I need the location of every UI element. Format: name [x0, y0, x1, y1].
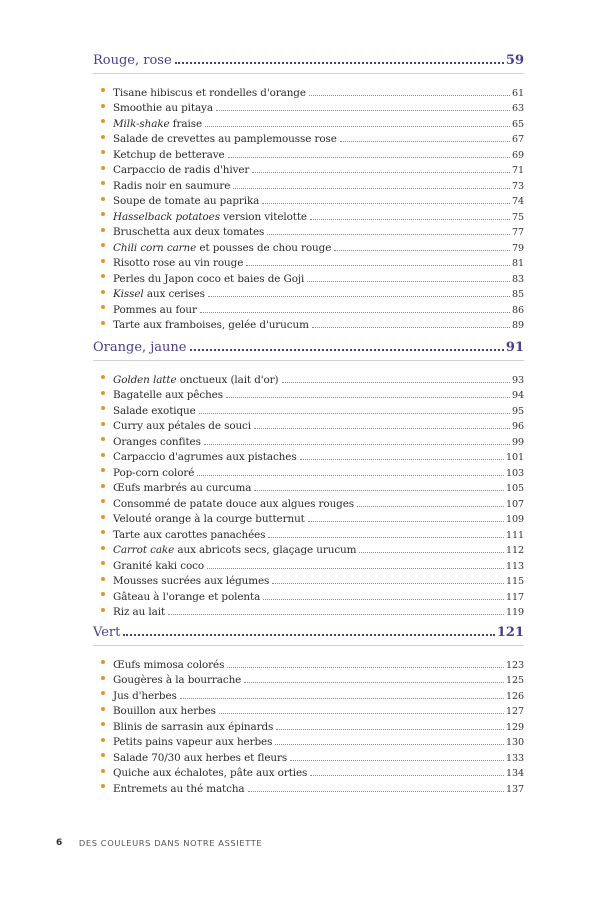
entry-title [113, 226, 264, 238]
entry-title-text: Tarte aux framboises, gelée d'urucum [113, 319, 309, 331]
dot-leader [175, 62, 504, 64]
entry-page-number: 99 [511, 436, 524, 448]
dot-leader [308, 521, 504, 522]
entry-title-text: Œufs marbrés au curcuma [113, 482, 252, 494]
bullet-icon [101, 499, 105, 503]
dot-leader [267, 234, 510, 235]
bullet-icon [101, 422, 105, 426]
toc-entry[interactable] [113, 556, 524, 572]
entry-title [113, 482, 251, 494]
entry-title-text: Soupe de tomate au paprika [113, 195, 260, 207]
entry-title [113, 721, 273, 733]
toc-entry[interactable] [113, 779, 524, 795]
dot-leader [205, 126, 510, 127]
entry-title [113, 118, 202, 130]
dot-leader [359, 552, 504, 553]
entry-title-text: Blinis de sarrasin aux épinards [113, 720, 274, 733]
bullet-icon [101, 243, 105, 247]
bullet-icon [101, 375, 105, 379]
section-page-number: 59 [505, 53, 524, 68]
bullet-icon [101, 468, 105, 472]
dot-leader [168, 614, 504, 615]
bullet-icon [101, 784, 105, 788]
entry-page-number: 63 [511, 103, 524, 114]
entry-page-number: 81 [511, 258, 524, 269]
bullet-icon [101, 166, 105, 170]
toc-entry[interactable] [113, 223, 524, 239]
entry-page-number: 111 [505, 529, 524, 541]
entry-title-text: Œufs mimosa colorés [113, 658, 225, 671]
bullet-icon [101, 722, 105, 726]
dot-leader [227, 667, 504, 668]
dot-leader [275, 744, 504, 745]
entry-title [113, 195, 259, 207]
dot-leader [340, 141, 510, 142]
entry-title-text: Entremets au thé matcha [113, 782, 245, 795]
section-heading[interactable] [93, 620, 524, 640]
toc-entry[interactable] [113, 238, 524, 254]
bullet-icon [101, 707, 105, 711]
entry-title-italic: Hasselback potatoes [113, 210, 220, 223]
section-title: Orange, jaune [93, 340, 187, 355]
toc-section-vert [93, 620, 524, 795]
dot-leader [252, 172, 510, 173]
entry-title [113, 374, 279, 386]
entry-title [113, 273, 304, 285]
toc-entry[interactable] [113, 417, 524, 433]
toc-entry[interactable] [113, 702, 524, 718]
toc-section-rouge-rose [93, 48, 524, 331]
entry-page-number: 71 [511, 165, 524, 176]
entry-title-text: Tisane hibiscus et rondelles d'orange [113, 86, 306, 99]
bullet-icon [101, 769, 105, 773]
toc-entry[interactable] [113, 207, 524, 223]
entry-title-text: Perles du Japon coco et baies de Goji [113, 272, 305, 285]
section-heading[interactable] [93, 335, 524, 355]
entry-title-italic: Milk-shake [113, 117, 170, 130]
dot-leader [228, 157, 510, 158]
entry-title [113, 149, 225, 161]
entry-title [113, 767, 307, 779]
bullet-icon [101, 676, 105, 680]
entry-page-number: 125 [505, 675, 524, 686]
bullet-icon [101, 391, 105, 395]
entry-title-text: Radis noir en saumure [113, 179, 231, 192]
entry-page-number: 101 [505, 452, 524, 463]
entry-title-text: Bouillon aux herbes [113, 705, 216, 717]
bullet-icon [101, 274, 105, 278]
toc-entry[interactable] [113, 510, 524, 526]
dot-leader [262, 203, 510, 204]
entry-title-text: Mousses sucrées aux légumes [113, 575, 270, 587]
entry-title-text: Curry aux pétales de souci [113, 420, 252, 432]
entry-page-number: 73 [511, 180, 524, 192]
entry-title-text: Smoothie au pitaya [113, 102, 213, 114]
bullet-icon [101, 212, 105, 216]
bullet-icon [101, 530, 105, 534]
bullet-icon [101, 305, 105, 309]
entry-title [113, 180, 230, 192]
toc-entry[interactable] [113, 655, 524, 671]
dot-leader [199, 413, 510, 414]
entry-page-number: 65 [511, 118, 524, 130]
dot-leader [307, 281, 510, 282]
entry-list [93, 83, 524, 331]
entry-title [113, 783, 245, 795]
entry-title-text: Jus d'herbes [113, 689, 177, 702]
entry-title-text: Pop-corn coloré [113, 466, 195, 479]
entry-title-text: Bagatelle aux pêches [113, 389, 223, 401]
toc-entry[interactable] [113, 671, 524, 687]
entry-page-number: 119 [505, 607, 524, 618]
entry-page-number: 105 [505, 483, 524, 494]
entry-title-text: Riz au lait [113, 606, 166, 618]
entry-title-text: fraise [169, 117, 202, 130]
toc-entry[interactable] [113, 748, 524, 764]
section-title: Rouge, rose [93, 53, 172, 68]
entry-title-text: Salade exotique [113, 404, 196, 417]
dot-leader [334, 250, 510, 251]
entry-title-text: Carpaccio d'agrumes aux pistaches [113, 451, 297, 463]
bullet-icon [101, 738, 105, 742]
entry-list [93, 655, 524, 795]
entry-title-text: Carpaccio de radis d'hiver [113, 164, 250, 176]
toc-entry[interactable] [113, 370, 524, 386]
entry-title-italic: Kissel [113, 288, 144, 300]
dot-leader [282, 382, 510, 383]
dot-leader [246, 265, 510, 266]
toc-entry[interactable] [113, 83, 524, 99]
entry-title [113, 674, 241, 686]
entry-title [113, 288, 205, 300]
entry-page-number: 86 [511, 304, 524, 316]
bullet-icon [101, 181, 105, 185]
entry-title-text: Velouté orange à la courge butternut [113, 513, 305, 525]
entry-page-number: 129 [505, 721, 524, 733]
toc-entry[interactable] [113, 603, 524, 619]
entry-title [113, 211, 307, 223]
entry-title-italic: Chili corn carne [113, 241, 197, 254]
dot-leader [254, 428, 510, 429]
dot-leader [190, 349, 504, 351]
toc-entry[interactable] [113, 463, 524, 479]
entry-page-number: 95 [511, 405, 524, 417]
entry-page-number: 127 [505, 706, 524, 717]
bullet-icon [101, 561, 105, 565]
dot-leader [290, 760, 504, 761]
entry-page-number: 75 [511, 211, 524, 223]
footer-page-number: 6 [56, 838, 63, 848]
entry-title [113, 705, 216, 717]
dot-leader [268, 537, 504, 538]
bullet-icon [101, 119, 105, 123]
entry-title [113, 389, 223, 401]
entry-page-number: 137 [505, 783, 524, 795]
entry-title-text: Pommes au four [113, 303, 197, 316]
entry-title-text: Granité kaki coco [113, 559, 204, 572]
entry-page-number: 134 [505, 768, 524, 779]
entry-title [113, 87, 306, 99]
bullet-icon [101, 88, 105, 92]
entry-title [113, 451, 297, 463]
entry-title [113, 436, 201, 448]
toc-entry[interactable] [113, 494, 524, 510]
entry-title-text: Gâteau à l'orange et polenta [113, 590, 261, 603]
dot-leader [276, 729, 504, 730]
entry-title [113, 304, 197, 316]
entry-title [113, 102, 213, 114]
entry-title-text: Tarte aux carottes panachées [113, 528, 266, 541]
toc-entry[interactable] [113, 587, 524, 603]
entry-title-text: onctueux (lait d'or) [176, 373, 279, 386]
entry-title [113, 420, 251, 432]
bullet-icon [101, 321, 105, 325]
dot-leader [226, 397, 510, 398]
toc-entry[interactable] [113, 130, 524, 146]
entry-page-number: 126 [505, 690, 524, 702]
entry-title [113, 467, 194, 479]
entry-page-number: 83 [511, 273, 524, 285]
running-title: DES COULEURS DANS NOTRE ASSIETTE [78, 838, 263, 848]
section-heading[interactable] [93, 48, 524, 68]
dot-leader [219, 713, 504, 714]
entry-title-text: version vitelotte [219, 210, 307, 223]
toc-entry[interactable] [113, 733, 524, 749]
entry-page-number: 130 [505, 737, 524, 748]
section-divider [93, 73, 524, 74]
toc-entry[interactable] [113, 572, 524, 588]
entry-title [113, 513, 305, 525]
entry-page-number: 103 [505, 467, 524, 479]
entry-title [113, 529, 265, 541]
entry-page-number: 117 [505, 591, 524, 603]
dot-leader [254, 490, 504, 491]
bullet-icon [101, 691, 105, 695]
toc-entry[interactable] [113, 300, 524, 316]
toc-entry[interactable] [113, 269, 524, 285]
dot-leader [204, 444, 510, 445]
entry-title [113, 736, 272, 748]
dot-leader [248, 791, 504, 792]
dot-leader [197, 475, 504, 476]
bullet-icon [101, 104, 105, 108]
entry-page-number: 85 [511, 289, 524, 300]
entry-page-number: 89 [511, 320, 524, 331]
entry-title-text: Oranges confites [113, 435, 201, 448]
dot-leader [233, 188, 510, 189]
section-page-number: 91 [505, 340, 524, 355]
toc-entry[interactable] [113, 764, 524, 780]
dot-leader [200, 312, 510, 313]
toc-entry[interactable] [113, 386, 524, 402]
bullet-icon [101, 228, 105, 232]
entry-title-italic: Carrot cake [113, 544, 175, 556]
toc-entry[interactable] [113, 717, 524, 733]
bullet-icon [101, 453, 105, 457]
toc-section-orange-jaune [93, 335, 524, 618]
entry-title-text: aux cerises [143, 288, 205, 300]
section-title: Vert [93, 625, 121, 640]
dot-leader [244, 682, 504, 683]
toc-entry[interactable] [113, 525, 524, 541]
bullet-icon [101, 546, 105, 550]
entry-title-text: Consommé de patate douce aux algues rouges [113, 497, 355, 510]
entry-page-number: 77 [511, 227, 524, 238]
entry-title [113, 242, 331, 254]
entry-page-number: 61 [511, 87, 524, 99]
entry-page-number: 96 [511, 421, 524, 432]
dot-leader [263, 599, 504, 600]
entry-page-number: 109 [505, 514, 524, 525]
dot-leader [180, 698, 504, 699]
entry-title-text: Salade 70/30 aux herbes et fleurs [113, 751, 288, 764]
toc-entry[interactable] [113, 432, 524, 448]
toc-entry[interactable] [113, 254, 524, 270]
dot-leader [300, 459, 504, 460]
bullet-icon [101, 592, 105, 596]
toc-entry[interactable] [113, 114, 524, 130]
section-page-number: 121 [496, 625, 524, 640]
entry-title-text: Quiche aux échalotes, pâte aux orties [113, 767, 308, 779]
toc-entry[interactable] [113, 161, 524, 177]
entry-title-text: Gougères à la bourrache [113, 674, 242, 686]
bullet-icon [101, 150, 105, 154]
entry-page-number: 69 [511, 149, 524, 161]
page-footer [56, 838, 262, 848]
entry-title [113, 544, 356, 556]
entry-title [113, 560, 204, 572]
entry-page-number: 115 [505, 576, 524, 587]
section-divider [93, 360, 524, 361]
dot-leader [357, 506, 504, 507]
entry-list [93, 370, 524, 618]
entry-title [113, 164, 249, 176]
entry-title-text: Ketchup de betterave [113, 148, 225, 161]
dot-leader [309, 95, 510, 96]
entry-title [113, 257, 243, 269]
entry-title-text: aux abricots secs, glaçage urucum [174, 544, 357, 556]
entry-page-number: 94 [511, 390, 524, 401]
toc-entry[interactable] [113, 448, 524, 464]
bullet-icon [101, 660, 105, 664]
dot-leader [310, 775, 504, 776]
bullet-icon [101, 484, 105, 488]
bullet-icon [101, 290, 105, 294]
entry-page-number: 113 [505, 560, 524, 572]
bullet-icon [101, 259, 105, 263]
dot-leader [216, 110, 510, 111]
dot-leader [310, 219, 510, 220]
toc-entry[interactable] [113, 316, 524, 332]
dot-leader [312, 327, 510, 328]
bullet-icon [101, 197, 105, 201]
entry-title-text: Risotto rose au vin rouge [113, 257, 244, 269]
entry-page-number: 67 [511, 134, 524, 145]
entry-title-text: Petits pains vapeur aux herbes [113, 736, 273, 748]
bullet-icon [101, 515, 105, 519]
bullet-icon [101, 135, 105, 139]
entry-title [113, 752, 287, 764]
entry-page-number: 93 [511, 374, 524, 386]
entry-page-number: 133 [505, 752, 524, 764]
toc-entry[interactable] [113, 99, 524, 115]
bullet-icon [101, 437, 105, 441]
entry-page-number: 112 [505, 545, 524, 556]
entry-title [113, 575, 269, 587]
dot-leader [272, 583, 504, 584]
entry-title-text: et pousses de chou rouge [196, 241, 332, 254]
entry-page-number: 123 [505, 659, 524, 671]
entry-page-number: 107 [505, 498, 524, 510]
entry-title-text: Bruschetta aux deux tomates [113, 226, 265, 238]
entry-title [113, 498, 354, 510]
entry-title-text: Salade de crevettes au pamplemousse rose [113, 133, 337, 145]
entry-title [113, 591, 260, 603]
toc-entry[interactable] [113, 686, 524, 702]
entry-title [113, 690, 177, 702]
entry-title [113, 405, 196, 417]
entry-title-italic: Golden latte [113, 373, 177, 386]
entry-page-number: 74 [511, 196, 524, 207]
bullet-icon [101, 406, 105, 410]
toc-entry[interactable] [113, 145, 524, 161]
bullet-icon [101, 753, 105, 757]
entry-title [113, 319, 309, 331]
section-divider [93, 645, 524, 646]
toc-entry[interactable] [113, 541, 524, 557]
toc-entry[interactable] [113, 192, 524, 208]
bullet-icon [101, 577, 105, 581]
entry-title [113, 659, 224, 671]
dot-leader [123, 634, 495, 636]
bullet-icon [101, 608, 105, 612]
toc-entry[interactable] [113, 285, 524, 301]
toc-entry[interactable] [113, 176, 524, 192]
entry-page-number: 79 [511, 242, 524, 254]
dot-leader [207, 568, 504, 569]
toc-entry[interactable] [113, 401, 524, 417]
dot-leader [208, 296, 510, 297]
entry-title [113, 133, 337, 145]
toc-entry[interactable] [113, 479, 524, 495]
entry-title [113, 606, 165, 618]
